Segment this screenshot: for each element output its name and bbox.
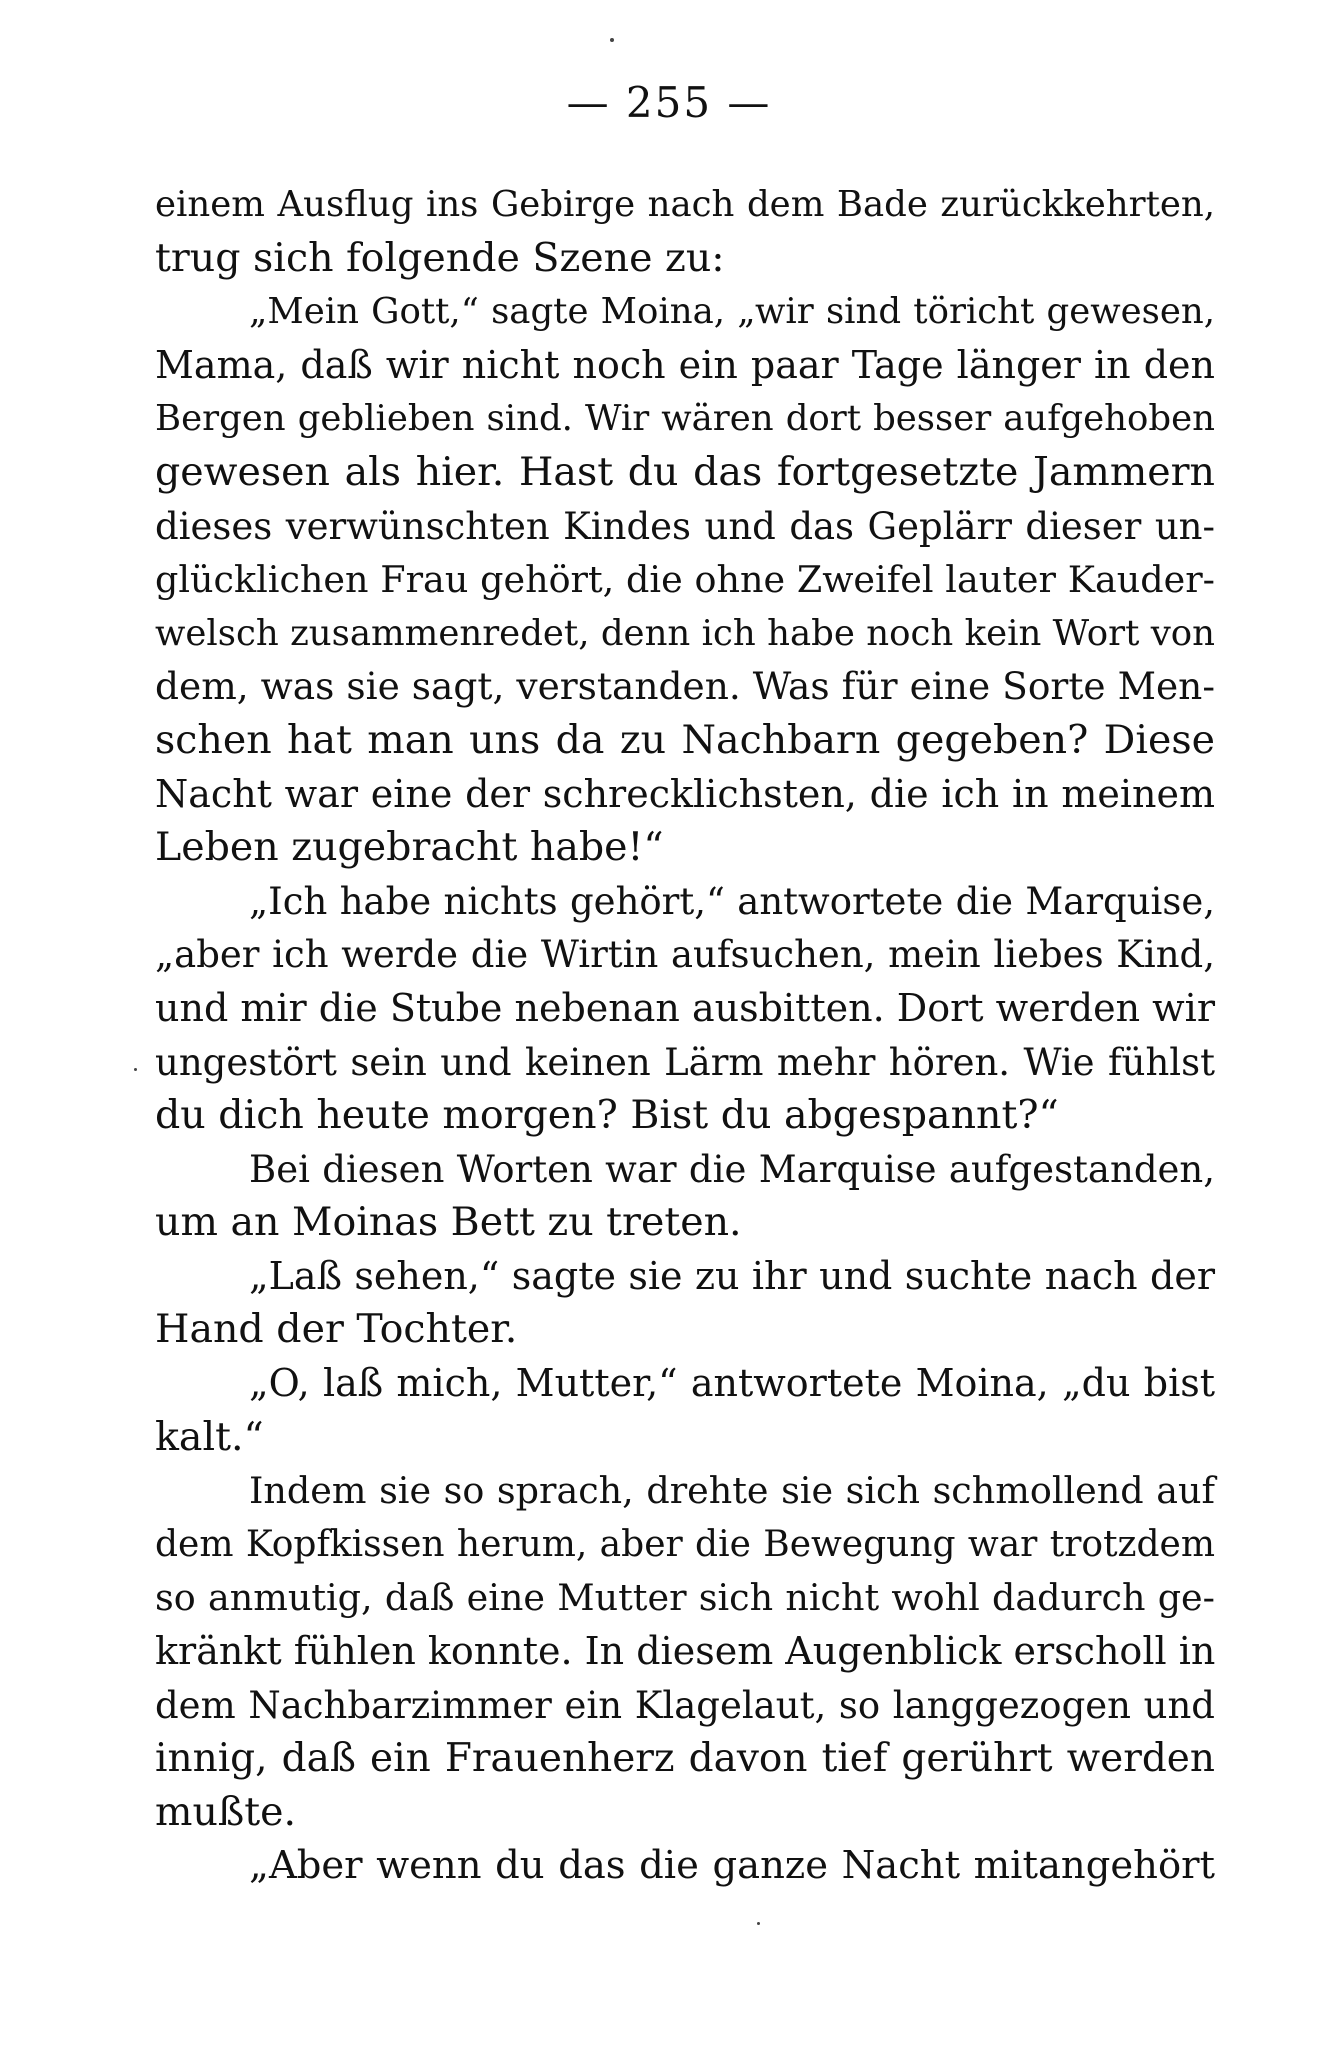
text-line: „Laß sehen,“ sagte sie zu ihr und suchte nach der: [249, 1253, 1215, 1298]
text-line: so anmutig, daß eine Mutter sich nicht wohl dadurch ge-: [155, 1576, 1215, 1620]
text-line: „Aber wenn du das die ganze Nacht mitangehört: [249, 1843, 1215, 1889]
text-line: Bei diesen Worten war die Marquise aufgestanden,: [249, 1147, 1215, 1191]
text-line: welsch zusammenredet, denn ich habe noch kein Wort von: [155, 612, 1215, 654]
text-line: gewesen als hier. Hast du das fortgesetzte Jammern: [155, 448, 1215, 495]
page-number: — 255 —: [566, 78, 772, 127]
text-line: Nacht war eine der schrecklichsten, die ich in meinem: [155, 771, 1215, 816]
text-line: ungestört sein und keinen Lärm mehr hören. Wie fühlst: [155, 1040, 1215, 1084]
text-line: Mama, daß wir nicht noch ein paar Tage länger in den: [155, 342, 1215, 387]
text-line: „aber ich werde die Wirtin aufsuchen, mein liebes Kind,: [155, 933, 1215, 977]
text-line: „Ich habe nichts gehört,“ antwortete die Marquise,: [249, 879, 1215, 923]
text-line: kränkt fühlen konnte. In diesem Augenblick erscholl in: [155, 1629, 1216, 1674]
text-line: Leben zugebracht habe!“: [155, 824, 664, 871]
text-line: schen hat man uns da zu Nachbarn gegeben? Diese: [155, 716, 1215, 763]
text-line: dem Kopfkissen herum, aber die Bewegung war trotzdem: [155, 1523, 1215, 1565]
text-line: glücklichen Frau gehört, die ohne Zweifel lauter Kauder-: [155, 558, 1215, 602]
text-line: Indem sie so sprach, drehte sie sich schmollend auf: [249, 1469, 1215, 1513]
text-line: Bergen geblieben sind. Wir wären dort besser aufgehoben: [155, 398, 1215, 440]
text-line: dem Nachbarzimmer ein Klagelaut, so langgezogen und: [155, 1683, 1215, 1727]
body-text: [155, 178, 1215, 1893]
text-line: um an Moinas Bett zu treten.: [155, 1199, 742, 1246]
text-line: dem, was sie sagt, verstanden. Was für eine Sorte Men-: [155, 664, 1215, 709]
text-line: du dich heute morgen? Bist du abgespannt?“: [155, 1092, 1059, 1139]
text-line: dieses verwünschten Kindes und das Geplärr dieser un-: [155, 504, 1215, 548]
text-line: und mir die Stube nebenan ausbitten. Dort werden wir: [155, 985, 1215, 1030]
text-line: „Mein Gott,“ sagte Moina, „wir sind töricht gewesen,: [249, 291, 1215, 333]
print-speck: [134, 1068, 137, 1071]
text-line: innig, daß ein Frauenherz davon tief gerührt werden: [155, 1736, 1215, 1782]
print-speck: [610, 38, 614, 42]
text-line: trug sich folgende Szene zu:: [155, 234, 725, 281]
text-line: „O, laß mich, Mutter,“ antwortete Moina, „du bist: [249, 1361, 1215, 1406]
text-line: Hand der Tochter.: [155, 1306, 518, 1353]
text-line: mußte.: [155, 1788, 297, 1835]
text-line: einem Ausflug ins Gebirge nach dem Bade zurückkehrten,: [155, 184, 1215, 225]
print-speck: [757, 1922, 760, 1925]
text-line: kalt.“: [155, 1413, 264, 1460]
